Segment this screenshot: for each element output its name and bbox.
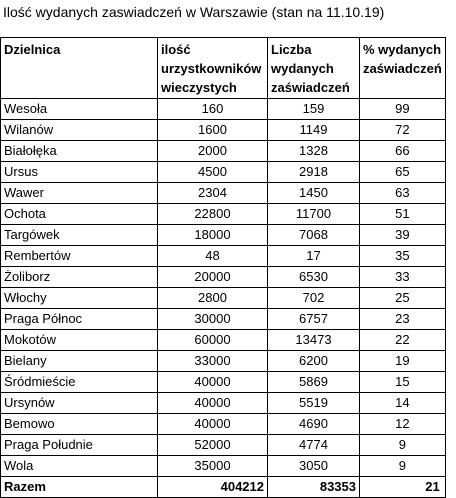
percent-cell[interactable]: 9 bbox=[360, 435, 446, 456]
percent-cell[interactable]: 19 bbox=[360, 351, 446, 372]
sheet-title: Ilość wydanych zaswiadczeń w Warszawie (stan na 11.10.19) bbox=[3, 4, 385, 20]
table-row bbox=[1, 414, 446, 435]
certificates-cell[interactable]: 5519 bbox=[268, 393, 360, 414]
certificates-cell[interactable]: 5869 bbox=[268, 372, 360, 393]
district-cell[interactable]: Ochota bbox=[1, 204, 158, 225]
certificates-cell[interactable]: 17 bbox=[268, 246, 360, 267]
total-certificates-cell[interactable]: 83353 bbox=[268, 477, 360, 498]
table-row bbox=[1, 288, 446, 309]
district-cell[interactable]: Ursynów bbox=[1, 393, 158, 414]
table-row bbox=[1, 225, 446, 246]
district-cell[interactable]: Mokotów bbox=[1, 330, 158, 351]
percent-cell[interactable]: 39 bbox=[360, 225, 446, 246]
table-body bbox=[1, 38, 446, 498]
header-certificates[interactable]: Liczba wydanych zaświadczeń bbox=[268, 38, 360, 99]
owners-cell[interactable]: 160 bbox=[158, 99, 268, 120]
percent-cell[interactable]: 33 bbox=[360, 267, 446, 288]
table-row bbox=[1, 141, 446, 162]
total-district-cell[interactable]: Razem bbox=[1, 477, 158, 498]
table-row bbox=[1, 372, 446, 393]
district-cell[interactable]: Włochy bbox=[1, 288, 158, 309]
owners-cell[interactable]: 20000 bbox=[158, 267, 268, 288]
percent-cell[interactable]: 14 bbox=[360, 393, 446, 414]
owners-cell[interactable]: 52000 bbox=[158, 435, 268, 456]
table-row bbox=[1, 267, 446, 288]
district-cell[interactable]: Wola bbox=[1, 456, 158, 477]
percent-cell[interactable]: 63 bbox=[360, 183, 446, 204]
percent-cell[interactable]: 25 bbox=[360, 288, 446, 309]
districts-table bbox=[0, 37, 446, 498]
table-row bbox=[1, 393, 446, 414]
percent-cell[interactable]: 23 bbox=[360, 309, 446, 330]
certificates-cell[interactable]: 4690 bbox=[268, 414, 360, 435]
table-row bbox=[1, 456, 446, 477]
certificates-cell[interactable]: 3050 bbox=[268, 456, 360, 477]
certificates-cell[interactable]: 11700 bbox=[268, 204, 360, 225]
district-cell[interactable]: Żoliborz bbox=[1, 267, 158, 288]
owners-cell[interactable]: 4500 bbox=[158, 162, 268, 183]
certificates-cell[interactable]: 13473 bbox=[268, 330, 360, 351]
percent-cell[interactable]: 99 bbox=[360, 99, 446, 120]
percent-cell[interactable]: 66 bbox=[360, 141, 446, 162]
certificates-cell[interactable]: 6530 bbox=[268, 267, 360, 288]
owners-cell[interactable]: 60000 bbox=[158, 330, 268, 351]
certificates-cell[interactable]: 1450 bbox=[268, 183, 360, 204]
certificates-cell[interactable]: 7068 bbox=[268, 225, 360, 246]
table-row bbox=[1, 120, 446, 141]
owners-cell[interactable]: 22800 bbox=[158, 204, 268, 225]
certificates-cell[interactable]: 1328 bbox=[268, 141, 360, 162]
table-row bbox=[1, 309, 446, 330]
owners-cell[interactable]: 35000 bbox=[158, 456, 268, 477]
certificates-cell[interactable]: 1149 bbox=[268, 120, 360, 141]
district-cell[interactable]: Praga Południe bbox=[1, 435, 158, 456]
table-row bbox=[1, 183, 446, 204]
table-row bbox=[1, 99, 446, 120]
header-percent[interactable]: % wydanych zaświadczeń bbox=[360, 38, 446, 99]
percent-cell[interactable]: 65 bbox=[360, 162, 446, 183]
total-percent-cell[interactable]: 21 bbox=[360, 477, 446, 498]
table-row bbox=[1, 162, 446, 183]
owners-cell[interactable]: 2000 bbox=[158, 141, 268, 162]
total-row bbox=[1, 477, 446, 498]
owners-cell[interactable]: 2800 bbox=[158, 288, 268, 309]
header-row bbox=[1, 38, 446, 99]
header-owners[interactable]: ilość urzystkowników wieczystych bbox=[158, 38, 268, 99]
district-cell[interactable]: Praga Północ bbox=[1, 309, 158, 330]
certificates-cell[interactable]: 6757 bbox=[268, 309, 360, 330]
district-cell[interactable]: Śródmieście bbox=[1, 372, 158, 393]
header-district[interactable]: Dzielnica bbox=[1, 38, 158, 99]
owners-cell[interactable]: 48 bbox=[158, 246, 268, 267]
table-row bbox=[1, 330, 446, 351]
owners-cell[interactable]: 1600 bbox=[158, 120, 268, 141]
table-row bbox=[1, 246, 446, 267]
certificates-cell[interactable]: 702 bbox=[268, 288, 360, 309]
certificates-cell[interactable]: 4774 bbox=[268, 435, 360, 456]
percent-cell[interactable]: 35 bbox=[360, 246, 446, 267]
percent-cell[interactable]: 51 bbox=[360, 204, 446, 225]
district-cell[interactable]: Targówek bbox=[1, 225, 158, 246]
percent-cell[interactable]: 22 bbox=[360, 330, 446, 351]
table-row bbox=[1, 351, 446, 372]
certificates-cell[interactable]: 2918 bbox=[268, 162, 360, 183]
owners-cell[interactable]: 40000 bbox=[158, 414, 268, 435]
district-cell[interactable]: Wawer bbox=[1, 183, 158, 204]
certificates-cell[interactable]: 6200 bbox=[268, 351, 360, 372]
percent-cell[interactable]: 12 bbox=[360, 414, 446, 435]
owners-cell[interactable]: 40000 bbox=[158, 393, 268, 414]
district-cell[interactable]: Ursus bbox=[1, 162, 158, 183]
total-owners-cell[interactable]: 404212 bbox=[158, 477, 268, 498]
certificates-cell[interactable]: 159 bbox=[268, 99, 360, 120]
owners-cell[interactable]: 30000 bbox=[158, 309, 268, 330]
owners-cell[interactable]: 2304 bbox=[158, 183, 268, 204]
district-cell[interactable]: Wilanów bbox=[1, 120, 158, 141]
district-cell[interactable]: Bemowo bbox=[1, 414, 158, 435]
owners-cell[interactable]: 40000 bbox=[158, 372, 268, 393]
percent-cell[interactable]: 9 bbox=[360, 456, 446, 477]
district-cell[interactable]: Bielany bbox=[1, 351, 158, 372]
district-cell[interactable]: Białołęka bbox=[1, 141, 158, 162]
owners-cell[interactable]: 18000 bbox=[158, 225, 268, 246]
table-row bbox=[1, 204, 446, 225]
table-row bbox=[1, 435, 446, 456]
district-cell[interactable]: Rembertów bbox=[1, 246, 158, 267]
percent-cell[interactable]: 72 bbox=[360, 120, 446, 141]
district-cell[interactable]: Wesoła bbox=[1, 99, 158, 120]
owners-cell[interactable]: 33000 bbox=[158, 351, 268, 372]
percent-cell[interactable]: 15 bbox=[360, 372, 446, 393]
